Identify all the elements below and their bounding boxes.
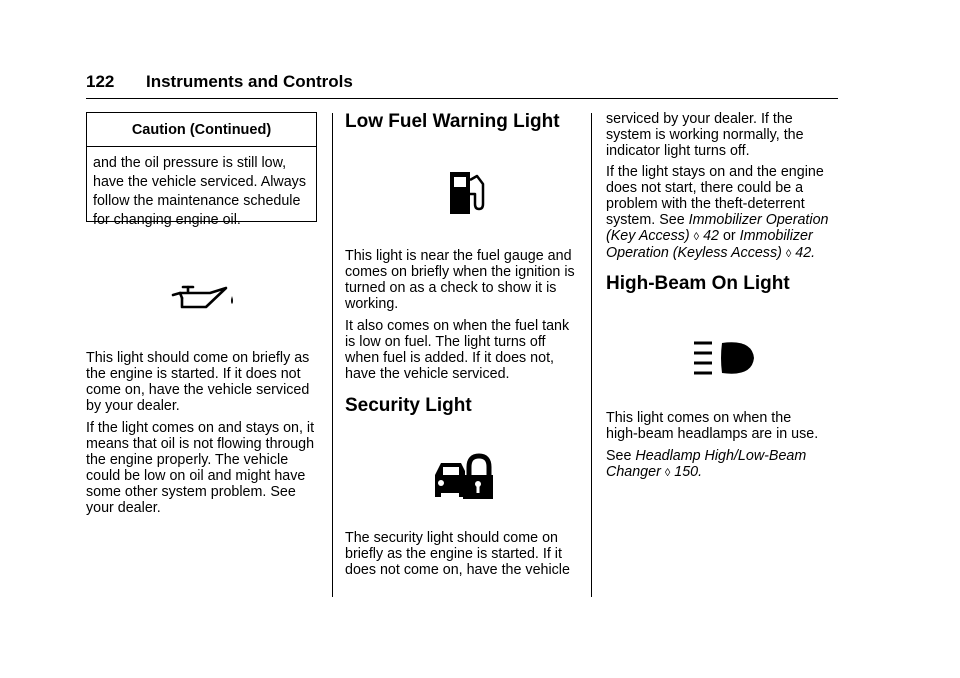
security-paragraph-1 xyxy=(345,530,570,578)
caution-box xyxy=(86,112,317,228)
section-title: Instruments and Controls xyxy=(146,72,353,91)
text-line: briefly as the engine is started. If it xyxy=(345,546,562,562)
oil-light-paragraph-2 xyxy=(86,420,314,516)
text-line: If the light stays on and the engine xyxy=(606,164,824,180)
caution-line: have the vehicle serviced. Always xyxy=(93,174,306,190)
caution-text xyxy=(93,154,315,230)
immobilizer-keyless-reference[interactable]: Operation (Keyless Access) xyxy=(606,245,782,261)
high-beam-heading: High-Beam On Light xyxy=(606,273,790,294)
text-line: turned on as a check to show it is xyxy=(345,280,557,296)
text-line: The security light should come on xyxy=(345,530,558,546)
immobilizer-key-reference[interactable]: Immobilizer Operation xyxy=(688,212,829,228)
caution-line: for changing engine oil. xyxy=(93,212,241,228)
text-line: come on, have the vehicle serviced xyxy=(86,382,310,398)
text-line: is low on fuel. The light turns off xyxy=(345,334,546,350)
page-number: 122 xyxy=(86,72,115,91)
text-line: It also comes on when the fuel tank xyxy=(345,318,570,334)
high-beam-paragraph-1 xyxy=(606,410,818,442)
column-divider xyxy=(591,113,592,597)
high-beam-paragraph-2 xyxy=(606,448,806,481)
page-reference-icon: ◊ xyxy=(693,231,700,243)
text-line: serviced by your dealer. If the xyxy=(606,111,793,127)
fuel-pump-icon xyxy=(447,170,487,216)
text-line: by your dealer. xyxy=(86,398,180,414)
text-line: system is working normally, the xyxy=(606,127,804,143)
page-header xyxy=(86,72,838,99)
text-line: comes on briefly when the ignition is xyxy=(345,264,575,280)
immobilizer-keyless-reference[interactable]: Immobilizer xyxy=(739,228,813,244)
text-line: does not start, there could be a xyxy=(606,180,804,196)
car-lock-icon xyxy=(431,453,493,501)
caution-line: and the oil pressure is still low, xyxy=(93,155,287,171)
page-reference-number[interactable]: 150. xyxy=(674,464,703,480)
text-line: could be low on oil and might have xyxy=(86,468,306,484)
low-fuel-paragraph-2 xyxy=(345,318,569,382)
see-prefix: system. See xyxy=(606,212,689,228)
text-line xyxy=(606,448,806,464)
low-fuel-heading: Low Fuel Warning Light xyxy=(345,111,560,132)
oil-can-icon xyxy=(170,282,236,314)
security-paragraph-2 xyxy=(606,111,804,159)
page-reference-icon: ◊ xyxy=(785,248,792,260)
text-line: means that oil is not flowing through xyxy=(86,436,315,452)
headlamp-changer-reference[interactable]: Headlamp High/Low-Beam xyxy=(635,448,807,464)
security-paragraph-3 xyxy=(606,164,828,262)
column-divider xyxy=(332,113,333,597)
text-line: does not come on, have the vehicle xyxy=(345,562,570,578)
security-heading: Security Light xyxy=(345,395,472,416)
headlamp-changer-reference[interactable]: Changer xyxy=(606,464,661,480)
oil-light-paragraph-1 xyxy=(86,350,309,414)
immobilizer-key-reference[interactable]: (Key Access) xyxy=(606,228,690,244)
text-line: This light is near the fuel gauge and xyxy=(345,248,572,264)
text-line xyxy=(606,228,828,245)
high-beam-icon xyxy=(692,339,758,379)
text-line: some other system problem. See xyxy=(86,484,296,500)
text-line: the engine is started. If it does not xyxy=(86,366,301,382)
text-line: your dealer. xyxy=(86,500,161,516)
page-reference-icon: ◊ xyxy=(664,467,671,479)
caution-divider xyxy=(87,146,316,147)
low-fuel-paragraph-1 xyxy=(345,248,575,312)
text-line: when fuel is added. If it does not, xyxy=(345,350,555,366)
text-line: have the vehicle serviced. xyxy=(345,366,510,382)
text-line: This light should come on briefly as xyxy=(86,350,310,366)
text-line: working. xyxy=(345,296,399,312)
text-line xyxy=(606,464,806,481)
page-reference-number[interactable]: 42. xyxy=(795,245,816,261)
page-reference-number[interactable]: 42 xyxy=(703,228,719,244)
text-line: the engine properly. The vehicle xyxy=(86,452,289,468)
text-line: problem with the theft-deterrent xyxy=(606,196,805,212)
text-line: high-beam headlamps are in use. xyxy=(606,426,819,442)
caution-title: Caution (Continued) xyxy=(131,122,272,138)
see-prefix: See xyxy=(606,448,636,464)
or-text: or xyxy=(719,228,740,244)
text-line: If the light comes on and stays on, it xyxy=(86,420,315,436)
text-line xyxy=(606,245,828,262)
text-line: indicator light turns off. xyxy=(606,143,750,159)
text-line xyxy=(606,212,828,228)
text-line: This light comes on when the xyxy=(606,410,792,426)
caution-line: follow the maintenance schedule xyxy=(93,193,301,209)
